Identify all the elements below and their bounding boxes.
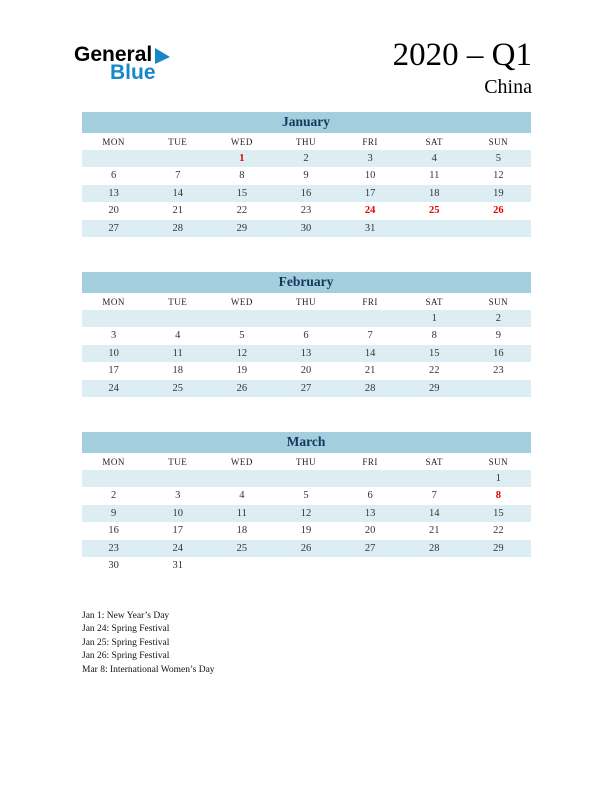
day-cell: 26 (210, 380, 274, 398)
day-cell: 8 (239, 170, 245, 181)
day-cell: 23 (493, 365, 504, 376)
month-table (82, 453, 531, 575)
month-calendar (82, 272, 531, 397)
weekday-header: FRI (362, 456, 378, 467)
weekday-header: SUN (488, 456, 509, 467)
empty-cell (210, 470, 274, 488)
day-cell: 5 (303, 490, 309, 501)
day-cell: 27 (274, 380, 338, 398)
day-cell: 15 (210, 185, 274, 203)
day-cell: 22 (429, 365, 440, 376)
day-cell: 29 (210, 220, 274, 238)
month-title: March (82, 432, 531, 453)
day-cell: 13 (82, 185, 146, 203)
weekday-header: MON (102, 296, 125, 307)
empty-cell (466, 220, 530, 238)
day-cell: 22 (236, 205, 248, 216)
holiday-note: Jan 26: Spring Festival (82, 651, 170, 661)
day-cell: 11 (210, 505, 274, 523)
day-cell: 5 (466, 150, 530, 168)
day-cell: 14 (338, 345, 402, 363)
day-cell: 18 (172, 365, 183, 376)
day-cell: 3 (175, 490, 181, 501)
weekday-header: MON (102, 136, 125, 147)
day-cell: 2 (274, 150, 338, 168)
day-cell: 20 (364, 525, 376, 536)
empty-cell (146, 470, 210, 488)
day-cell: 28 (402, 540, 466, 558)
holiday-list (82, 610, 612, 678)
day-cell: 4 (239, 490, 245, 501)
month-table (82, 293, 531, 398)
week-row (82, 185, 531, 203)
week-row (82, 167, 531, 185)
day-cell: 9 (495, 330, 502, 341)
day-cell: 28 (146, 220, 210, 238)
empty-cell (146, 310, 210, 328)
weekday-header-row (82, 453, 531, 470)
day-cell: 20 (300, 365, 312, 376)
empty-cell (466, 557, 530, 575)
weekday-header: TUE (168, 136, 188, 147)
day-cell: 5 (239, 330, 245, 341)
day-cell: 7 (367, 330, 373, 341)
day-cell: 1 (210, 150, 274, 168)
day-cell: 9 (82, 505, 146, 523)
week-row (82, 362, 531, 380)
day-cell: 27 (338, 540, 402, 558)
day-cell: 11 (146, 345, 210, 363)
day-cell: 7 (431, 490, 437, 501)
weekday-header: MON (102, 456, 125, 467)
weekday-header-row (82, 293, 531, 310)
weekday-header: TUE (168, 296, 188, 307)
day-cell: 8 (431, 330, 437, 341)
day-cell: 14 (402, 505, 466, 523)
day-cell: 18 (402, 185, 466, 203)
week-row (82, 470, 531, 488)
holiday-note: Jan 25: Spring Festival (82, 637, 170, 648)
day-cell: 22 (493, 525, 504, 536)
day-cell: 7 (175, 170, 181, 181)
day-cell: 20 (108, 205, 119, 216)
day-cell: 17 (108, 365, 119, 376)
empty-cell (146, 150, 210, 168)
empty-cell (338, 310, 402, 328)
day-cell: 25 (429, 205, 440, 216)
holiday-note: Mar 8: International Women’s Day (82, 664, 215, 675)
day-cell: 16 (274, 185, 338, 203)
day-cell: 18 (236, 525, 248, 536)
day-cell: 2 (110, 490, 117, 501)
day-cell: 25 (146, 380, 210, 398)
week-row (82, 540, 531, 558)
empty-cell (274, 470, 338, 488)
week-row (82, 380, 531, 398)
day-cell: 3 (338, 150, 402, 168)
day-cell: 12 (274, 505, 338, 523)
day-cell: 17 (338, 185, 402, 203)
empty-cell (466, 380, 530, 398)
day-cell: 21 (429, 525, 440, 536)
day-cell: 10 (82, 345, 146, 363)
day-cell: 12 (210, 345, 274, 363)
day-cell: 1 (402, 310, 466, 328)
day-cell: 26 (274, 540, 338, 558)
week-row (82, 345, 531, 363)
day-cell: 15 (402, 345, 466, 363)
month-calendar (82, 432, 531, 575)
empty-cell (402, 220, 466, 238)
week-row (82, 522, 531, 540)
logo-triangle-icon (155, 48, 170, 64)
weekday-header: THU (295, 296, 316, 307)
day-cell: 9 (303, 170, 309, 181)
week-row (82, 327, 531, 345)
day-cell: 19 (466, 185, 530, 203)
day-cell: 2 (466, 310, 530, 328)
weekday-header: FRI (362, 296, 378, 307)
empty-cell (82, 150, 146, 168)
quarter-title: 2020 – Q1 (392, 37, 532, 73)
day-cell: 28 (338, 380, 402, 398)
day-cell: 27 (82, 220, 146, 238)
day-cell: 26 (493, 205, 504, 216)
day-cell: 23 (82, 540, 146, 558)
page-header (0, 0, 612, 100)
month-table (82, 133, 531, 238)
day-cell: 16 (108, 525, 119, 536)
week-row (82, 310, 531, 328)
week-row (82, 487, 531, 505)
empty-cell (402, 470, 466, 488)
day-cell: 4 (402, 150, 466, 168)
day-cell: 23 (300, 205, 312, 216)
empty-cell (338, 470, 402, 488)
day-cell: 3 (110, 330, 117, 341)
day-cell: 24 (364, 205, 376, 216)
empty-cell (82, 310, 146, 328)
day-cell: 11 (429, 170, 440, 181)
day-cell: 19 (300, 525, 312, 536)
weekday-header: THU (295, 456, 316, 467)
day-cell: 24 (82, 380, 146, 398)
month-title: January (82, 112, 531, 133)
empty-cell (402, 557, 466, 575)
day-cell: 10 (146, 505, 210, 523)
week-row (82, 220, 531, 238)
day-cell: 31 (172, 560, 183, 571)
weekday-header: SAT (425, 136, 444, 147)
months (82, 112, 531, 575)
day-cell: 6 (303, 330, 309, 341)
empty-cell (274, 557, 338, 575)
month-calendar (82, 112, 531, 237)
day-cell: 10 (364, 170, 376, 181)
day-cell: 17 (172, 525, 183, 536)
week-row (82, 202, 531, 220)
day-cell: 15 (466, 505, 530, 523)
week-row (82, 557, 531, 575)
day-cell: 6 (110, 170, 117, 181)
empty-cell (274, 310, 338, 328)
weekday-header: FRI (362, 136, 378, 147)
day-cell: 30 (108, 560, 119, 571)
day-cell: 13 (274, 345, 338, 363)
week-row (82, 505, 531, 523)
day-cell: 29 (466, 540, 530, 558)
empty-cell (82, 470, 146, 488)
day-cell: 14 (146, 185, 210, 203)
day-cell: 21 (364, 365, 376, 376)
weekday-header: SAT (425, 456, 444, 467)
empty-cell (210, 310, 274, 328)
holiday-note: Jan 1: New Year’s Day (82, 610, 170, 621)
logo-text-general: General (74, 43, 153, 66)
empty-cell (210, 557, 274, 575)
weekday-header: SUN (488, 296, 509, 307)
weekday-header: TUE (168, 456, 188, 467)
weekday-header: THU (295, 136, 316, 147)
day-cell: 4 (175, 330, 181, 341)
weekday-header: SUN (488, 136, 509, 147)
logo-text-blue: Blue (110, 61, 156, 84)
weekday-header: WED (230, 456, 253, 467)
country-subtitle: China (484, 76, 532, 98)
day-cell: 13 (338, 505, 402, 523)
general-blue-logo (74, 36, 170, 84)
day-cell: 25 (210, 540, 274, 558)
day-cell: 31 (338, 220, 402, 238)
title-block (393, 36, 532, 100)
holiday-note: Jan 24: Spring Festival (82, 624, 170, 634)
day-cell: 30 (274, 220, 338, 238)
day-cell: 21 (172, 205, 183, 216)
day-cell: 1 (466, 470, 530, 488)
day-cell: 12 (493, 170, 504, 181)
day-cell: 29 (402, 380, 466, 398)
empty-cell (338, 557, 402, 575)
weekday-header: SAT (425, 296, 444, 307)
weekday-header: WED (230, 136, 253, 147)
day-cell: 8 (495, 490, 502, 501)
day-cell: 6 (367, 490, 373, 501)
weekday-header: WED (230, 296, 253, 307)
day-cell: 19 (236, 365, 248, 376)
weekday-header-row (82, 133, 531, 150)
week-row (82, 150, 531, 168)
day-cell: 16 (466, 345, 530, 363)
month-title: February (82, 272, 531, 293)
day-cell: 24 (146, 540, 210, 558)
